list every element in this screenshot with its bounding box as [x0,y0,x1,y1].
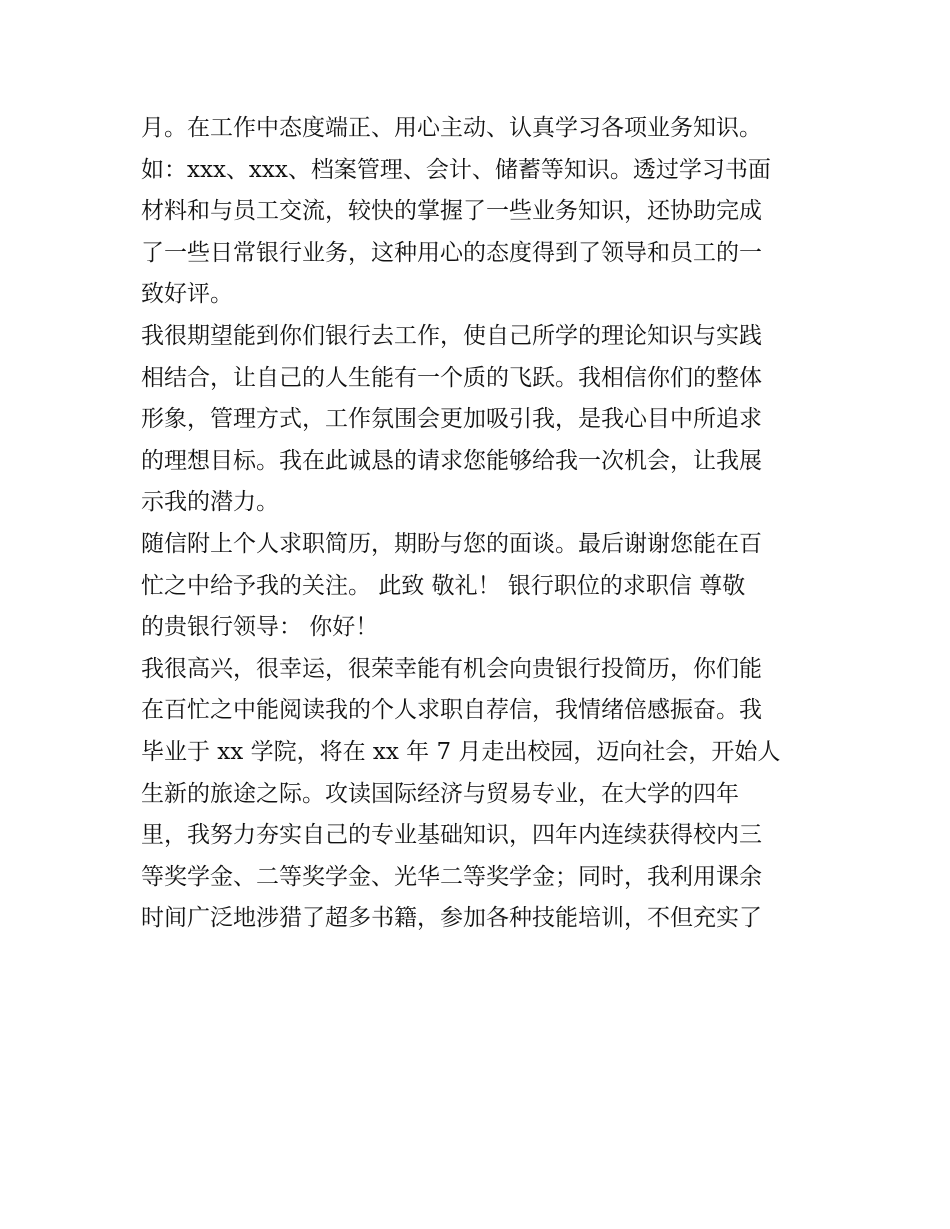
text-line-4: 了一些日常银行业务，这种用心的态度得到了领导和员工的一 [141,239,762,266]
text-line-14: 我很高兴，很幸运，很荣幸能有机会向贵银行投简历，你们能 [141,655,762,682]
text-line-7: 相结合，让自己的人生能有一个质的飞跃。我相信你们的整体 [141,364,762,391]
text-line-5: 致好评。 [141,281,233,308]
text-line-18: 里，我努力夯实自己的专业基础知识，四年内连续获得校内三 [141,822,762,849]
letter-body [141,108,821,940]
text-line-8: 形象，管理方式，工作氛围会更加吸引我，是我心目中所追求 [141,406,762,433]
text-line-12: 忙之中给予我的关注。 此致 敬礼！ 银行职位的求职信 尊敬 [141,572,746,599]
text-line-13: 的贵银行领导： 你好！ [141,614,379,641]
text-line-10: 示我的潜力。 [141,489,279,516]
text-line-15: 在百忙之中能阅读我的个人求职自荐信，我情绪倍感振奋。我 [141,697,762,724]
text-line-19: 等奖学金、二等奖学金、光华二等奖学金；同时，我利用课余 [141,863,762,890]
text-line-1: 月。在工作中态度端正、用心主动、认真学习各项业务知识。 [141,115,762,141]
text-line-6: 我很期望能到你们银行去工作，使自己所学的理论知识与实践 [141,322,762,349]
text-line-9: 的理想目标。我在此诚恳的请求您能够给我一次机会，让我展 [141,447,762,474]
text-line-3: 材料和与员工交流，较快的掌握了一些业务知识，还协助完成 [141,198,762,225]
text-line-11: 随信附上个人求职简历，期盼与您的面谈。最后谢谢您能在百 [141,530,762,557]
text-line-20: 时间广泛地涉猎了超多书籍，参加各种技能培训，不但充实了 [141,905,762,932]
text-line-2: 如：xxx、xxx、档案管理、会计、储蓄等知识。透过学习书面 [141,156,771,183]
text-line-17: 生新的旅途之际。攻读国际经济与贸易专业，在大学的四年 [141,780,739,807]
text-line-16: 毕业于 xx 学院，将在 xx 年 7 月走出校园，迈向社会，开始人 [141,738,781,765]
